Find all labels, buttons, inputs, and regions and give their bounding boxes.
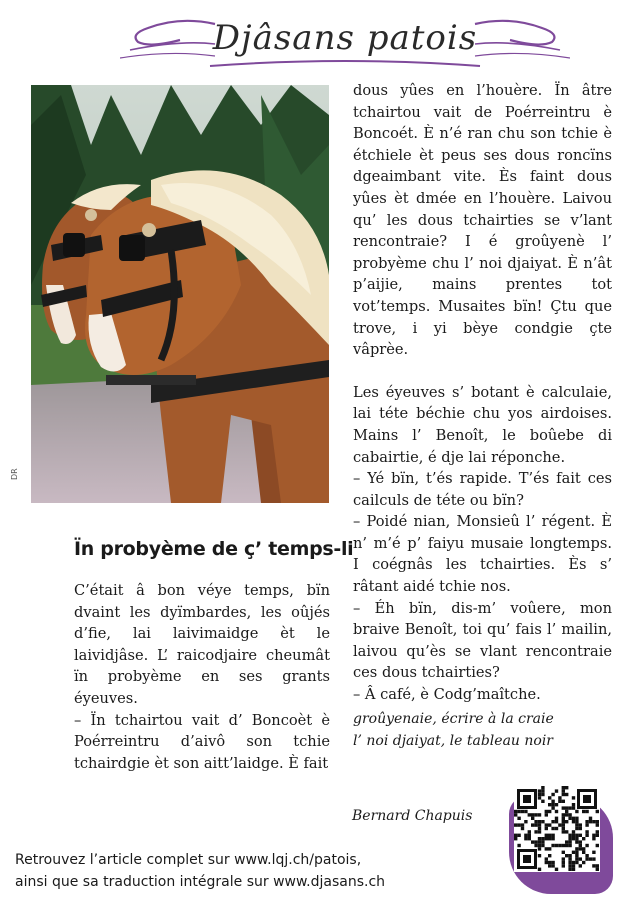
glossary bbox=[353, 708, 613, 752]
author-signature: Bernard Chapuis bbox=[352, 808, 473, 824]
footer-line: ainsi que sa traduction intégrale sur www.djasans.ch bbox=[15, 874, 386, 890]
masthead-banner bbox=[120, 10, 570, 72]
dialogue-line: – Yé bïn, t’és rapide. T’és fait ces cailculs de téte ou bïn? bbox=[353, 470, 612, 509]
article-column-left bbox=[74, 580, 330, 774]
article-column-right bbox=[353, 80, 612, 706]
paragraph: C’était â bon véye temps, bïn dvaint les dyïmbardes, les oûjés d’fie, lai laivimaidge èt le laividjâse. L’ raicodjaire cheumât ïn probyème en ses grants éyeuves. bbox=[74, 582, 330, 707]
horses-photo bbox=[31, 85, 329, 503]
glossary-entry: groûyenaie, écrire à la craie bbox=[353, 711, 554, 727]
article-title: Ïn probyème de ç’ temps-li bbox=[74, 538, 354, 560]
paragraph: Les éyeuves s’ botant è calculaie, lai téte béchie chu yos airdoises. Mains l’ Benoît, le boûebe di cabairtie, é dje lai réponche. bbox=[353, 383, 612, 466]
photo-credit: DR bbox=[10, 468, 19, 480]
qr-code-icon bbox=[514, 786, 600, 872]
glossary-entry: l’ noi djaiyat, le tableau noir bbox=[353, 733, 553, 749]
paragraph: – Ïn tchairtou vait d’ Boncoèt è Poérreintru d’aivô son tchie tchairdgie èt son aitt’laidge. È fait bbox=[74, 711, 330, 772]
dialogue-line: – Éh bïn, dis-m’ voûere, mon braive Benoît, toi qu’ fais l’ mailin, laivou qu’ès se vlant rencontraie ces dous tchairties? bbox=[353, 599, 612, 682]
paragraph: dous yûes en l’houère. Ïn âtre tchairtou vait de Poérreintru è Boncoét. È n’é ran chu son tchie è étchiele èt peus ses dous roncïns dgeaimbant vite. Ès faint dous yûes èt dmée en l’houère. Laivou qu’ les dous tchairties se v’lant rencontraie? I é groûyenè l’ probyème chu l’ noi djaiyat. È n’ât p’aijie, mains prentes tot vot’temps. Musaites bïn! Çtu que trove, i yi bèye condgie çte vâprèe. bbox=[353, 82, 612, 359]
footer-line: Retrouvez l’article complet sur www.lqj.ch/patois, bbox=[15, 852, 362, 868]
footer bbox=[15, 849, 385, 893]
dialogue-line: – Â café, è Codg’maîtche. bbox=[353, 686, 541, 704]
qr-code[interactable] bbox=[514, 786, 600, 876]
masthead-title: Djâsans patois bbox=[212, 18, 478, 58]
dialogue-line: – Poidé nian, Monsieû l’ régent. È n’ m’é p’ faiyu musaie longtemps. I coégnâs les tchairties. Ès s’ râtant aidé tchie nos. bbox=[353, 513, 612, 596]
